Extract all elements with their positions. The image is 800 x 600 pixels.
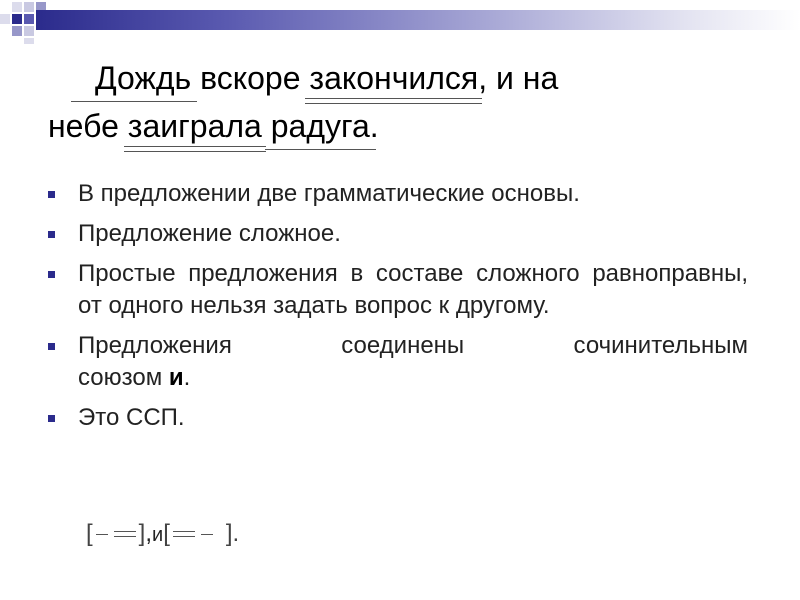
predicate-mark-icon [114,531,136,537]
bullet-text-word: сочинительным [573,332,748,359]
square-bullet-icon [48,231,55,238]
decor-square [24,26,34,36]
list-item [48,218,748,250]
bullet-text-ssp: Это ССП. [78,404,185,431]
square-bullet-icon [48,191,55,198]
decor-square [24,38,34,44]
word-nebe: небе [48,108,119,144]
predicate-mark-icon [173,531,195,537]
scheme-close-bracket: ]. [225,520,240,547]
decor-square [12,26,22,36]
decor-square [12,2,22,12]
bullet-text-two-bases: В предложении две грамматические основы. [78,180,580,207]
predicate-word-zakonchilsya: закончился [309,60,479,96]
list-item [48,258,748,322]
list-item [48,330,748,394]
conjunction-i: и [168,364,184,391]
scheme-open-bracket: [ [86,520,93,547]
scheme-conjunction: и [152,524,164,546]
bullet-text-row [78,330,748,362]
header-decoration [0,0,800,44]
square-bullet-icon [48,415,55,422]
bullet-text-complex: Предложение сложное. [78,220,341,247]
predicate-word-zaigrala: заиграла [127,108,262,144]
example-sentence-line-2 [48,108,379,144]
subject-mark-icon [96,534,108,535]
sentence-line1-tail: , и на [478,60,559,96]
subject-word-raduga: радуга [270,108,370,144]
scheme-open-bracket: [ [163,520,170,547]
analysis-bullet-list [48,178,748,442]
bullet-text-word: соединены [341,332,465,359]
bullet-text-word: Предложения [78,332,232,359]
word-vskore: вскоре [200,60,301,96]
bullet-text-word: союзом [78,364,163,391]
list-item [48,402,748,434]
square-bullet-icon [48,271,55,278]
bullet-text-end: . [183,364,191,391]
list-item [48,178,748,210]
subject-word-dozhd: Дождь [95,60,192,96]
header-gradient-bar [36,10,800,30]
decor-square [24,14,34,24]
decor-square [24,2,34,12]
bullet-text-row [78,362,748,394]
decor-square [12,14,22,24]
decor-square [0,14,10,24]
example-sentence-line-1 [95,60,558,96]
bullet-text-equal-parts: Простые предложения в составе сложного равноправны, от одного нельзя задать вопрос к другому. [78,260,748,319]
sentence-line2-tail: . [369,108,379,144]
scheme-comma: , [145,520,153,547]
sentence-scheme [86,516,239,553]
square-bullet-icon [48,343,55,350]
subject-mark-icon [201,534,213,535]
scheme-close-bracket: ] [138,520,146,547]
